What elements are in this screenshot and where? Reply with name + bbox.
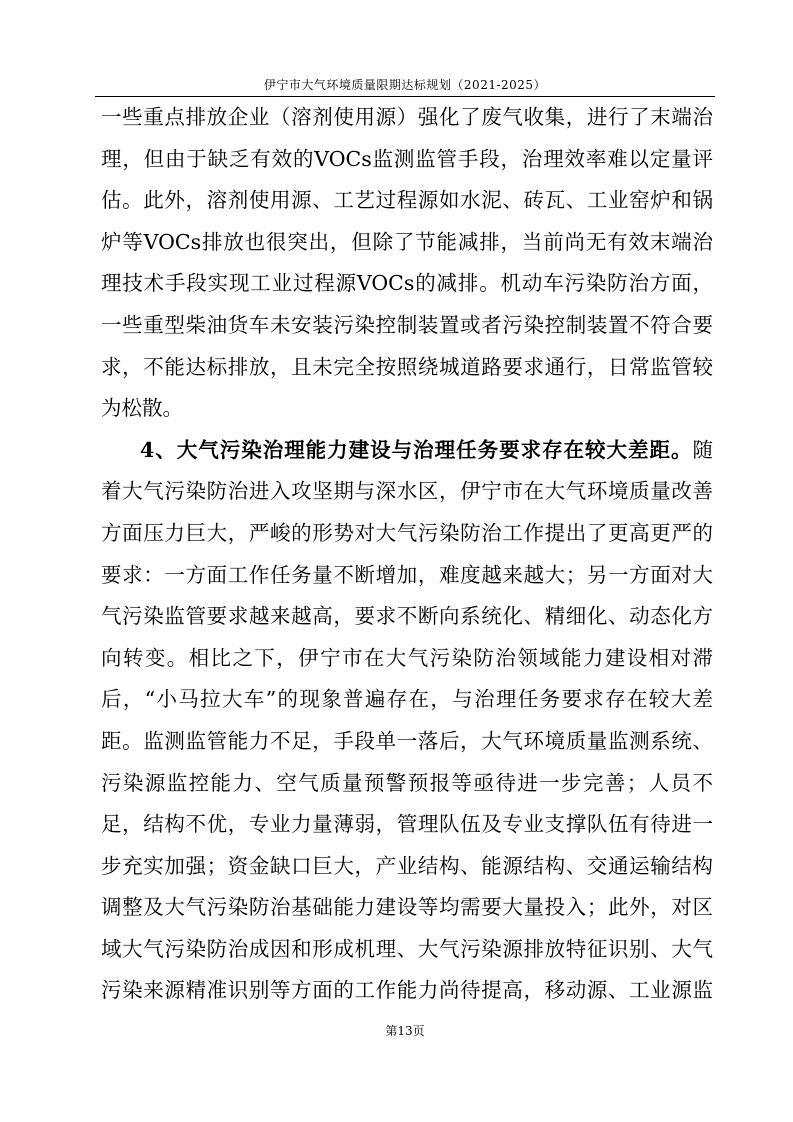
text-line: 污染源监控能力、空气质量预警预报等亟待进一步完善；人员不: [101, 770, 713, 795]
text-line: 后，“小马拉大车”的现象普遍存在，与治理任务要求存在较大差: [101, 687, 713, 712]
text-line: 调整及大气污染防治基础能力建设等均需要大量投入；此外，对区: [101, 895, 713, 920]
heading-line-tail: 随: [692, 437, 713, 462]
text-line: 理技术手段实现工业过程源VOCs的减排。机动车污染防治方面，: [101, 271, 713, 296]
heading-line: [101, 430, 713, 472]
text-line: 步充实加强；资金缺口巨大，产业结构、能源结构、交通运输结构: [101, 853, 713, 878]
text-line: 足，结构不优，专业力量薄弱，管理队伍及专业支撑队伍有待进一: [101, 812, 713, 837]
paragraph-2: [101, 430, 713, 1012]
running-header: 伊宁市大气环境质量限期达标规划（2021-2025）: [263, 78, 547, 92]
text-line: 一些重点排放企业（溶剂使用源）强化了废气收集，进行了末端治: [101, 105, 713, 129]
text-line: 污染来源精准识别等方面的工作能力尚待提高，移动源、工业源监: [101, 978, 713, 1003]
paragraph-1: [101, 97, 713, 430]
text-line: 域大气污染防治成因和形成机理、大气污染源排放特征识别、大气: [101, 936, 713, 961]
text-line: 向转变。相比之下，伊宁市在大气污染防治领域能力建设相对滞: [101, 645, 713, 670]
text-line: 距。监测监管能力不足，手段单一落后，大气环境质量监测系统、: [101, 728, 713, 753]
text-line: 求，不能达标排放，且未完全按照绕城道路要求通行，日常监管较: [101, 354, 713, 379]
section-heading: 4、大气污染治理能力建设与治理任务要求存在较大差距。: [140, 437, 693, 462]
text-line: 要求：一方面工作任务量不断增加，难度越来越大；另一方面对大: [101, 562, 713, 587]
text-line: 理，但由于缺乏有效的VOCs监测监管手段，治理效率难以定量评: [101, 146, 713, 171]
body-text: [101, 97, 713, 1012]
page-number: 第13页: [385, 1024, 425, 1038]
text-line: 方面压力巨大，严峻的形势对大气污染防治工作提出了更高更严的: [101, 520, 713, 545]
text-line: 一些重型柴油货车未安装污染控制装置或者污染控制装置不符合要: [101, 312, 713, 337]
text-line: 气污染监管要求越来越高，要求不断向系统化、精细化、动态化方: [101, 604, 713, 629]
text-line: 着大气污染防治进入攻坚期与深水区，伊宁市在大气环境质量改善: [101, 479, 713, 504]
text-line: 为松散。: [101, 396, 183, 421]
text-line: 炉等VOCs排放也很突出，但除了节能减排，当前尚无有效末端治: [101, 229, 713, 254]
text-line: 估。此外，溶剂使用源、工艺过程源如水泥、砖瓦、工业窑炉和锅: [101, 188, 713, 213]
